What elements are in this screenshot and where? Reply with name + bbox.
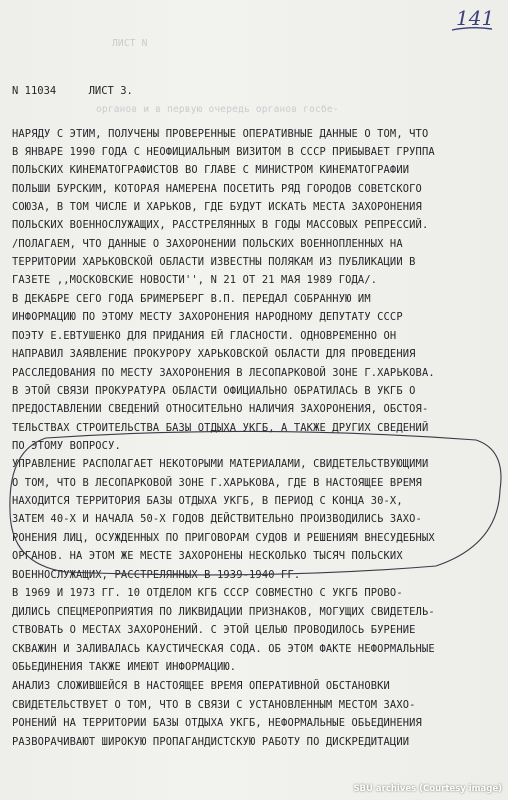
folio-number-text: 141 [456,6,495,30]
body-line: СОЮЗА, В ТОМ ЧИСЛЕ И ХАРЬКОВ, ГДЕ БУДУТ ИСКАТЬ МЕСТА ЗАХОРОНЕНИЯ [12,201,422,213]
body-line: СКВАЖИН И ЗАЛИВАЛАСЬ КАУСТИЧЕСКАЯ СОДА. ОБ ЭТОМ ФАКТЕ НЕФОРМАЛЬНЫЕ [12,643,435,655]
body-line: НАХОДИТСЯ ТЕРРИТОРИЯ БАЗЫ ОТДЫХА УКГБ, В ПЕРИОД С КОНЦА 30-Х, [12,495,403,507]
body-line: ПОЛЬСКИХ КИНЕМАТОГРАФИСТОВ ВО ГЛАВЕ С МИНИСТРОМ КИНЕМАТОГРАФИИ [12,164,410,176]
body-line: РАССЛЕДОВАНИЯ ПО МЕСТУ ЗАХОРОНЕНИЯ В ЛЕСОПАРКОВОЙ ЗОНЕ Г.ХАРЬКОВА. [12,367,435,379]
body-line: ИНФОРМАЦИЮ ПО ЭТОМУ МЕСТУ ЗАХОРОНЕНИЯ НАРОДНОМУ ДЕПУТАТУ СССР [12,311,403,323]
body-line: ТЕЛЬСТВАХ СТРОИТЕЛЬСТВА БАЗЫ ОТДЫХА УКГБ, А ТАКЖЕ ДРУГИХ СВЕДЕНИЙ [12,422,429,434]
sheet-label: ЛИСТ 3. [88,85,133,97]
document-number: N 11034 [12,85,57,97]
body-line: О ТОМ, ЧТО В ЛЕСОПАРКОВОЙ ЗОНЕ Г.ХАРЬКОВА, ГДЕ В НАСТОЯЩЕЕ ВРЕМЯ [12,477,422,489]
body-line: ПОЛЬШИ БУРСКИМ, КОТОРАЯ НАМЕРЕНА ПОСЕТИТЬ РЯД ГОРОДОВ СОВЕТСКОГО [12,183,422,195]
body-line: ЗАТЕМ 40-Х И НАЧАЛА 50-Х ГОДОВ ДЕЙСТВИТЕЛЬНО ПРОИЗВОДИЛИСЬ ЗАХО- [12,513,422,525]
body-line: В ДЕКАБРЕ СЕГО ГОДА БРИМЕРБЕРГ В.П. ПЕРЕДАЛ СОБРАННУЮ ИМ [12,293,371,305]
body-line: ПОЭТУ Е.ЕВТУШЕНКО ДЛЯ ПРИДАНИЯ ЕЙ ГЛАСНОСТИ. ОДНОВРЕМЕННО ОН [12,330,397,342]
image-credit: SBU archives (Courtesy image) [353,784,502,794]
handwritten-folio-number [450,4,494,32]
body-line: РАЗВОРАЧИВАЮТ ШИРОКУЮ ПРОПАГАНДИСТСКУЮ РАБОТУ ПО ДИСКРЕДИТАЦИИ [12,736,410,748]
body-line: ГАЗЕТЕ ,,МОСКОВСКИЕ НОВОСТИ'', N 21 ОТ 21 МАЯ 1989 ГОДА/. [12,274,378,286]
body-line: /ПОЛАГАЕМ, ЧТО ДАННЫЕ О ЗАХОРОНЕНИИ ПОЛЬСКИХ ВОЕННОПЛЕННЫХ НА [12,238,403,250]
body-line: ТЕРРИТОРИИ ХАРЬКОВСКОЙ ОБЛАСТИ ИЗВЕСТНЫ ПОЛЯКАМ ИЗ ПУБЛИКАЦИИ В [12,256,416,268]
body-line: НАРЯДУ С ЭТИМ, ПОЛУЧЕНЫ ПРОВЕРЕННЫЕ ОПЕРАТИВНЫЕ ДАННЫЕ О ТОМ, ЧТО [12,128,429,140]
document-header [12,85,159,97]
body-line: ВОЕННОСЛУЖАЩИХ, РАССТРЕЛЯННЫХ В 1939-1940 ГГ. [12,569,301,581]
body-line: СВИДЕТЕЛЬСТВУЕТ О ТОМ, ЧТО В СВЯЗИ С УСТАНОВЛЕННЫМ МЕСТОМ ЗАХО- [12,699,416,711]
body-line: РОНЕНИЙ НА ТЕРРИТОРИИ БАЗЫ ОТДЫХА УКГБ, НЕФОРМАЛЬНЫЕ ОБЬЕДИНЕНИЯ [12,717,422,729]
body-line: В ЭТОЙ СВЯЗИ ПРОКУРАТУРА ОБЛАСТИ ОФИЦИАЛЬНО ОБРАТИЛАСЬ В УКГБ О [12,385,416,397]
body-line: В 1969 И 1973 ГГ. 10 ОТДЕЛОМ КГБ СССР СОВМЕСТНО С УКГБ ПРОВО- [12,587,403,599]
body-line: ПОЛЬСКИХ ВОЕННОСЛУЖАЩИХ, РАССТРЕЛЯННЫХ В ГОДЫ МАССОВЫХ РЕПРЕССИЙ. [12,219,429,231]
body-line: ДИЛИСЬ СПЕЦМЕРОПРИЯТИЯ ПО ЛИКВИДАЦИИ ПРИЗНАКОВ, МОГУЩИХ СВИДЕТЕЛЬ- [12,606,435,618]
bleed-through-text-2: органов и в первую очередь органов госбе- [96,104,339,115]
body-line: УПРАВЛЕНИЕ РАСПОЛАГАЕТ НЕКОТОРЫМИ МАТЕРИАЛАМИ, СВИДЕТЕЛЬСТВУЮЩИМИ [12,458,429,470]
bleed-through-text-1: ЛИСТ N [112,38,148,49]
body-line: АНАЛИЗ СЛОЖИВШЕЙСЯ В НАСТОЯЩЕЕ ВРЕМЯ ОПЕРАТИВНОЙ ОБСТАНОВКИ [12,680,390,692]
body-line: ОБЬЕДИНЕНИЯ ТАКЖЕ ИМЕЮТ ИНФОРМАЦИЮ. [12,661,237,673]
body-line: ОРГАНОВ. НА ЭТОМ ЖЕ МЕСТЕ ЗАХОРОНЕНЫ НЕСКОЛЬКО ТЫСЯЧ ПОЛЬСКИХ [12,550,403,562]
body-line: СТВОВАТЬ О МЕСТАХ ЗАХОРОНЕНИЙ. С ЭТОЙ ЦЕЛЬЮ ПРОВОДИЛОСЬ БУРЕНИЕ [12,624,416,636]
body-line: В ЯНВАРЕ 1990 ГОДА С НЕОФИЦИАЛЬНЫМ ВИЗИТОМ В СССР ПРИБЫВАЕТ ГРУППА [12,146,435,158]
body-line: РОНЕНИЯ ЛИЦ, ОСУЖДЕННЫХ ПО ПРИГОВОРАМ СУДОВ И РЕШЕНИЯМ ВНЕСУДЕБНЫХ [12,532,435,544]
body-line: ПРЕДОСТАВЛЕНИИ СВЕДЕНИЙ ОТНОСИТЕЛЬНО НАЛИЧИЯ ЗАХОРОНЕНИЯ, ОБСТОЯ- [12,403,429,415]
body-line: ПО ЭТОМУ ВОПРОСУ. [12,440,121,452]
body-line: НАПРАВИЛ ЗАЯВЛЕНИЕ ПРОКУРОРУ ХАРЬКОВСКОЙ ОБЛАСТИ ДЛЯ ПРОВЕДЕНИЯ [12,348,416,360]
